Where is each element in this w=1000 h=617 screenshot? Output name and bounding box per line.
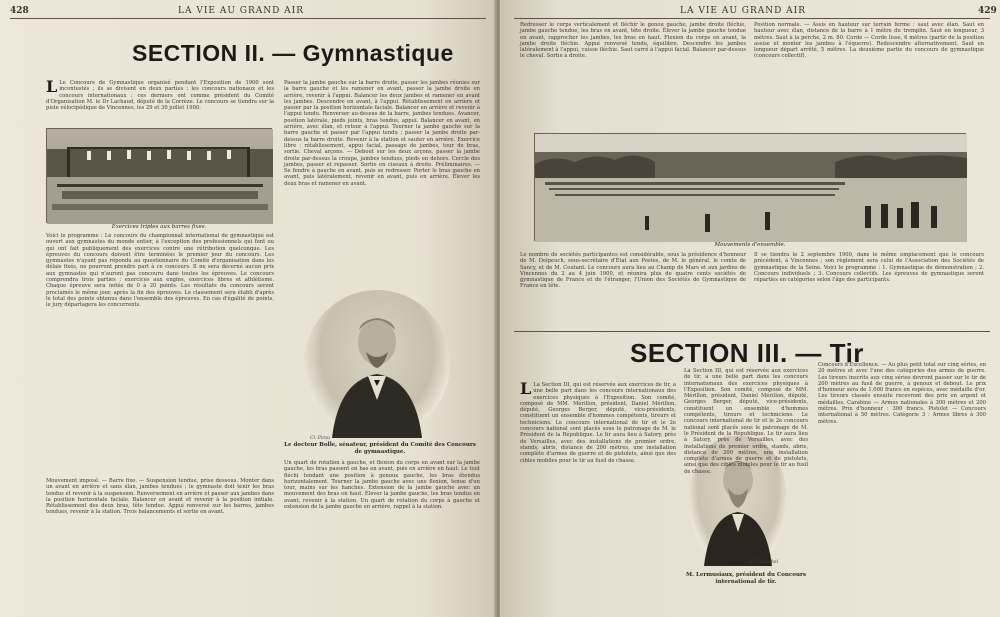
section-number: SECTION III.	[630, 338, 788, 368]
section-name: Tir	[829, 338, 864, 368]
drop-cap: L	[46, 77, 58, 96]
portrait-caption: Le docteur Bolle, sénateur, président du Comité des Concours de gymnastique.	[284, 442, 476, 455]
gymnastics-photo	[46, 128, 272, 223]
divider	[514, 18, 990, 19]
left-column-body-2: Mouvement imposé. — Barre fixe. — Suspension tendue, prise dessous. Monter dans un avant en arrière et sans élan, jambes tendues ; le gymnaste doit tenir les bras tendus et revenir à la suspension. Renversement en arrière et passer aux jambes dans la position horizontale faciale. Balancer en avant et revenir à la position initiale. Rétablissement des deux bras, tête tendue. Appui renversé sur les barres, jambes tendues, revenir à la station. Trois balancements et sortie en avant.	[46, 478, 274, 516]
section-number: SECTION II.	[132, 40, 266, 66]
gymnastics-photo-image	[47, 129, 273, 224]
portrait-signature: Cl. Gerschel	[750, 560, 778, 565]
left-page	[0, 0, 496, 617]
section-dash: —	[795, 338, 822, 368]
tir-right-column: Concours d'Excellence. — Au plus petit total sur cinq séries, en 20 mètres et avec l'une des catégories des armes de guerre. Les tireurs inscrits aux cinq séries devront passer sur le tir de 200 mètres au fusil de guerre, à genoux et debout. Le prix d'honneur sera de 1.000 francs en espèces, avec médaille d'or. Les tireurs classés ensuite recevront des prix en argent et médailles. Carabine — Armes nationales à 300 mètres et 200 mètres. Prix d'honneur : 300 francs. Pistolet — Concours international à 50 mètres. Catégorie 3 : Armes libres à 300 mètres.	[818, 362, 986, 425]
drop-cap: L	[520, 379, 532, 398]
section-title	[132, 40, 454, 67]
right-page	[500, 0, 1000, 617]
running-head: LA VIE AU GRAND AIR	[680, 6, 807, 16]
page-number: 428	[10, 6, 29, 16]
running-head: LA VIE AU GRAND AIR	[178, 6, 305, 16]
portrait-caption: M. Lermusiaux, président du Concours international de tir.	[686, 572, 806, 585]
top-left-column: Redresser le corps verticalement et fléchir le genou gauche, jambe droite fléchie, jambe gauche tendue, les bras en avant, tête droite. Élever la jambe gauche tendue en avant, rapprocher les jambes, les bras en haut. Flexion du corps en avant, la jambe droite fléchie. Appui renversé tendu, équilibre. Descendre les jambes latéralement à l'appui, cuisse fléchie. Saut carré à l'appui facial. Balancer par-dessus le cheval. Sortie à droite.	[520, 22, 746, 60]
tir-left-column: L La Section III, qui est réservée aux exercices de tir, a une belle part dans les concours internationaux des exercices physiques à l'Exposition. Son comité, composé de MM. Mérillon, président, Daniel Mérillon, député, Georges Berger, député, vice-présidents, constituent un ensemble d'hommes compétents, tireurs et techniciens. Le concours international de tir et le 2e concours national sont placés sous le patronage de M. le Président de la République. Le tir aura lieu à Satory, près de Versailles, avec des installations de premier ordre, stands, abris, distance de 200 mètres, une installation complète d'armes de guerre et de pistolets, ainsi que des cibles mobiles pour le tir au fusil de chasse.	[520, 379, 676, 464]
top-right-column: Position normale. — Assis en hauteur sur terrain ferme : saut avec élan. Saut en hauteur avec élan, distance de la barre à 1 mètre du tremplin. Saut en longueur, 3 mètres. Saut à la perche, 2 m. 80. Corde — Corde lisse, 6 mètres (partir de la position assise et monter les jambes à l'équerre). Redescendre alternativement. Saut en longueur départ arrêté, 5 mètres. La deuxième partie du concours de gymnastique (concours collectif).	[754, 22, 984, 60]
section-dash: —	[272, 40, 296, 66]
portrait-bolle	[304, 290, 450, 438]
tir-center-column: La Section III, qui est réservée aux exercices de tir, a une belle part dans les concours internationaux des exercices physiques à l'Exposition. Son comité, composé de MM. Mérillon, président, Daniel Mérillon, député, Georges Berger, député, vice-présidents, constituent un ensemble d'hommes compétents, tireurs et techniciens. Le concours international de tir et le 2e concours national sont placés sous le patronage de M. le Président de la République. Le tir aura lieu à Satory, près de Versailles, avec des installations de premier ordre, stands, abris, distance de 200 mètres, une installation complète d'armes de guerre et de pistolets, ainsi que des cibles mobiles pour le tir au fusil de chasse.	[684, 368, 808, 475]
middle-right-column: Il se tiendra le 2 septembre 1900, dans le même emplacement que le concours précédent, à Vincennes ; son règlement sera celui de l'Association des Sociétés de gymnastique de la Seine. Voici le programme : 1. Gymnastique de démonstration ; 2. Concours individuels ; 3. Concours collectifs. Les épreuves de gymnastique seront réparties en catégories selon l'âge des participants.	[754, 252, 984, 284]
gymnastics-photo-caption: Exercices triples aux barres fixes.	[111, 224, 207, 230]
intro-paragraph: L Le Concours de Gymnastique organisé pendant l'Exposition de 1900 sont incontestés ; ils se divisent en deux parties : les concours nationaux et les concours internationaux ; ces derniers ont comme président du Comité d'Organisation M. le Dr Lachaud, député de la Corrèze. Le concours se tiendra sur la piste vélocipédique de Vincennes, les 29 et 30 juillet 1900.	[46, 77, 274, 112]
ensemble-photo-image	[535, 134, 967, 242]
right-column-body: Passer la jambe gauche sur la barre droite, passer les jambes réunies sur la barre gauche et les ramener en avant, passer la jambe droite en arrière, revenir à l'appui. Balancer les deux jambes et ramener en avant les jambes. Descendre en avant, à l'appui. Rétablissement en arrière et passer par la position horizontale faciale. Balancer en arrière et revenir à l'appui tendu. Renverser au-dessus de la barre, jambes tendues. Avancer, position latérale, pieds joints, bras tendus, appui. Balancer en avant, en arrière, avec élan, et retour à l'appui. Tourner la jambe gauche sur la barre gauche et passer par l'appui tendu ; passer la jambe droite par-dessus la barre droite. Revenir à la station et sauter en arrière. Exercice libre : rétablissement, appui facial, passage de jambes, tour de bras, sortie. Cheval arçons. — Debout sur les deux arçons, passer la jambe droite par-dessus la croupe, jambes tendues, pieds en dehors. Cercle des jambes, passer et repasser. Sortie en ciseaux à droite. Préliminaires. — Se fendre à gauche en avant, puis se redresser. Porter le bras gauche en avant, puis latéralement, revenir en avant, puis en arrière. Élever les deux bras et ramener en avant.	[284, 80, 480, 187]
section-name: Gymnastique	[302, 40, 454, 66]
portrait-bolle-image	[304, 290, 450, 438]
page-number: 429	[978, 6, 997, 16]
right-column-body-2: Un quart de rotation à gauche, et flexion du corps en avant sur la jambe gauche, les bras passent en bas en avant, puis en arrière en haut. Le tout fléchi tendant une position à genoux gauche, les bras étendus horizontalement. Tourner la jambe gauche avec une flexion, tenue d'un tour, mains sur les hanches. Extension de la jambe gauche avec un mouvement des bras en haut. Élever la jambe gauche, les bras tendus en avant, revenir à la station. Un quart de rotation du corps à gauche et extension de la jambe gauche en arrière, rappel à la station.	[284, 460, 480, 511]
ensemble-photo-caption: Mouvements d'ensemble.	[714, 242, 786, 248]
divider	[10, 18, 486, 19]
ensemble-photo	[534, 133, 966, 241]
middle-left-column: Le nombre de sociétés participantes est considérable, sous la présidence d'honneur de M. Delpeuch, sous-secrétaire d'État aux Postes, de M. le général, le comte de Sancy, et de M. Coutant. Le concours aura lieu au Champ de Mars et aux jardins de Vincennes du 2 au 4 juin 1900, et réunira plus de quatre cents sociétés de gymnastique de France et de l'étranger, l'Union des Sociétés de Gymnastique de France en tête.	[520, 252, 746, 290]
portrait-signature: Cl. Pirou	[310, 436, 330, 441]
section-divider	[514, 331, 990, 332]
left-column-body: Voici le programme : Le concours du championnat international de gymnastique est ouvert aux gymnastes du monde entier, à l'exception des professionnels qui font ou qui ont fait publiquement des exercices contre une rétribution quelconque. Les épreuves du concours doivent être terminées le premier jour du concours. Les gymnastes n'ayant pas répondu au questionnaire du Comité d'organisation dans les délais fixés, ne pourront prendre part à ce concours. Il ne sera décerné aucun prix aux gymnastes qui n'auront pas concouru dans toutes les épreuves. Le concours comprendra trois parties : exercices aux engins, exercices libres et athlétisme. Chaque épreuve sera notée de 0 à 20 points. Les résultats du concours seront proclamés le même jour, après la fin des épreuves. Le classement sera établi d'après le total des points obtenus dans l'ensemble des épreuves. En cas d'égalité de points, le jury départagera les concurrents.	[46, 233, 274, 309]
